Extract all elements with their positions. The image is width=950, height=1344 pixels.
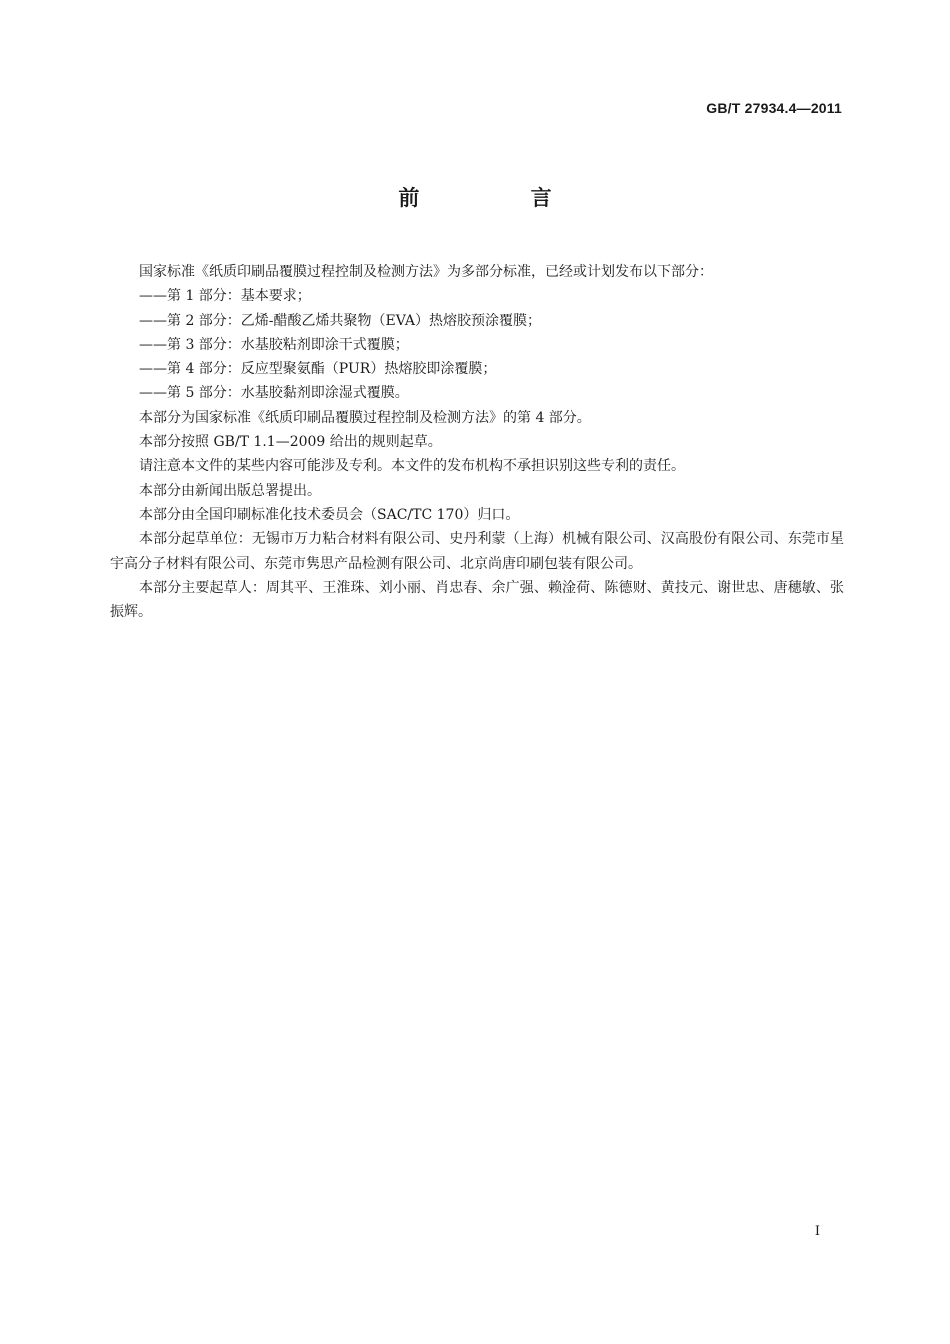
list-item-part-4: ——第 4 部分：反应型聚氨酯（PUR）热熔胶即涂覆膜； [139, 361, 497, 378]
paragraph-drafting-units: 本部分起草单位：无锡市万力粘合材料有限公司、史丹利蒙（上海）机械有限公司、汉高股份有限公司、东莞市星宇高分子材料有限公司、东莞市隽思产品检测有限公司、北京尚唐印刷包装有限公司。 [110, 531, 844, 572]
page-title: 前 言 [398, 186, 604, 210]
paragraph-drafting-rules: 本部分按照 GB/T 1.1—2009 给出的规则起草。 [139, 434, 442, 451]
list-item-part-2: ——第 2 部分：乙烯-醋酸乙烯共聚物（EVA）热熔胶预涂覆膜； [139, 312, 542, 329]
paragraph-patent-notice: 请注意本文件的某些内容可能涉及专利。本文件的发布机构不承担识别这些专利的责任。 [139, 458, 685, 475]
list-item-part-3: ——第 3 部分：水基胶粘剂即涂干式覆膜； [139, 336, 409, 353]
standard-code: GB/T 27934.4—2011 [706, 100, 842, 116]
paragraph-proposed-by: 本部分由新闻出版总署提出。 [139, 482, 321, 499]
paragraph-technical-committee: 本部分由全国印刷标准化技术委员会（SAC/TC 170）归口。 [139, 506, 520, 523]
page-number: I [814, 1224, 820, 1239]
list-item-part-1: ——第 1 部分：基本要求； [139, 288, 311, 305]
foreword-body [110, 260, 844, 624]
paragraph-drafters: 本部分主要起草人：周其平、王淮珠、刘小丽、肖忠春、余广强、赖淦荷、陈德财、黄技元、谢世忠、唐穗敏、张振辉。 [110, 579, 844, 621]
paragraph-intro: 国家标准《纸质印刷品覆膜过程控制及检测方法》为多部分标准，已经或计划发布以下部分： [139, 264, 713, 280]
paragraph-this-part: 本部分为国家标准《纸质印刷品覆膜过程控制及检测方法》的第 4 部分。 [139, 409, 591, 426]
list-item-part-5: ——第 5 部分：水基胶黏剂即涂湿式覆膜。 [139, 385, 409, 402]
